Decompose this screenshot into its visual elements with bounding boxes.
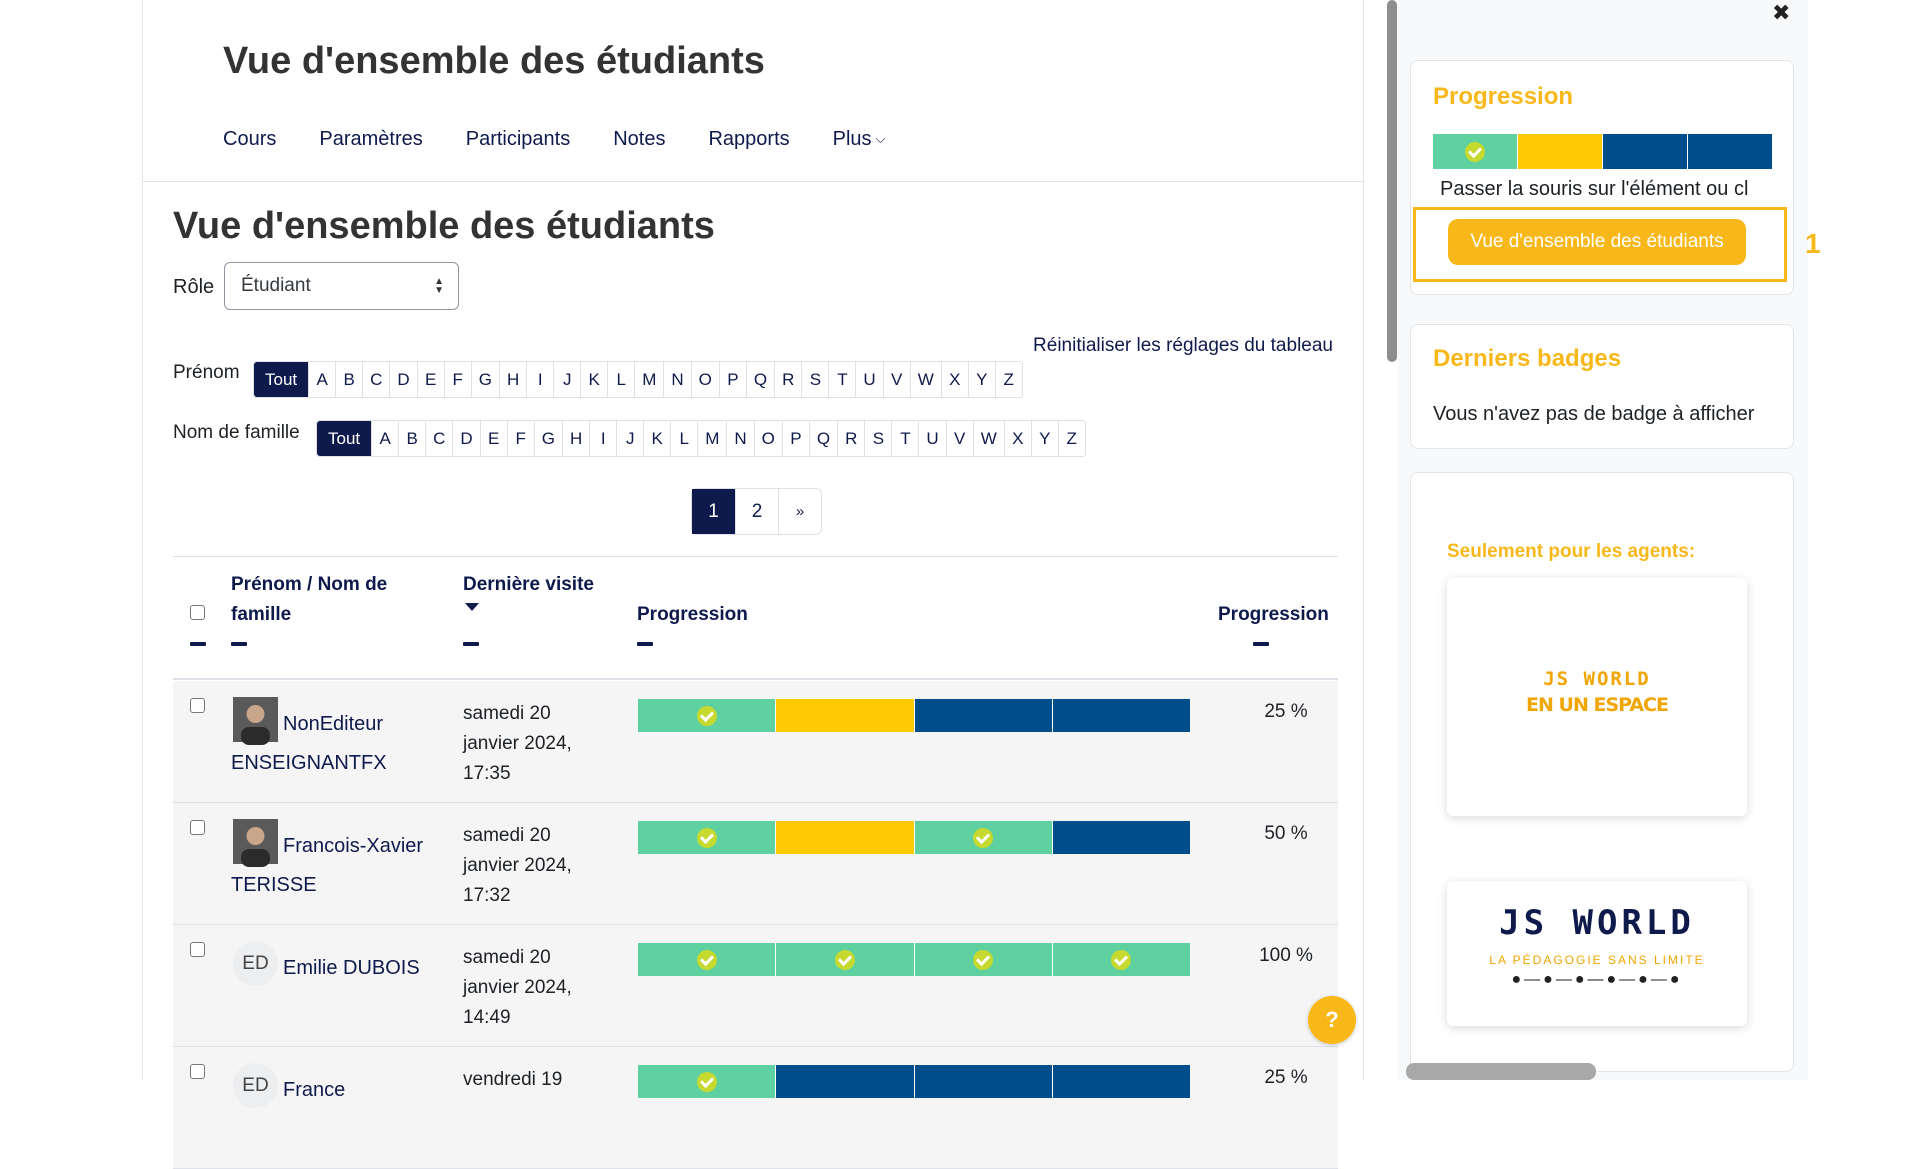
jsworld-logo-card-1[interactable] (1447, 578, 1747, 816)
firstname-letter-l[interactable]: L (607, 362, 634, 397)
badges-block (1410, 324, 1794, 449)
firstname-letter-s[interactable]: S (801, 362, 828, 397)
progress-bar (638, 821, 1190, 854)
last-visit: samedi 20 janvier 2024, 17:35 (463, 703, 572, 784)
firstname-letter-h[interactable]: H (499, 362, 526, 397)
progress-bar (638, 943, 1190, 976)
progress-bar (638, 699, 1190, 732)
sort-desc-icon[interactable] (465, 603, 479, 611)
lastname-letter-x[interactable]: X (1004, 421, 1031, 456)
progress-segment[interactable] (638, 821, 775, 854)
table-header-border (173, 678, 1338, 680)
progress-segment[interactable] (914, 1065, 1052, 1098)
firstname-letter-o[interactable]: O (691, 362, 719, 397)
select-all-checkbox[interactable] (190, 605, 205, 620)
logo2-tagline: LA PÉDAGOGIE SANS LIMITE (1489, 953, 1705, 967)
course-nav (223, 128, 928, 151)
progress-segment[interactable] (638, 1065, 775, 1098)
agents-block-title: Seulement pour les agents: (1447, 541, 1696, 562)
lastname-letter-p[interactable]: P (782, 421, 809, 456)
pagination (691, 488, 822, 535)
firstname-letter-k[interactable]: K (580, 362, 607, 397)
collapse-icon[interactable] (463, 642, 479, 646)
progress-segment[interactable] (1433, 134, 1517, 169)
sports-pictograms-icon: ●—●—●—●—●—● (1511, 971, 1683, 988)
last-visit: samedi 20 janvier 2024, 17:32 (463, 825, 572, 906)
firstname-letter-u[interactable]: U (855, 362, 882, 397)
collapse-icon[interactable] (637, 642, 653, 646)
progress-percent: 100 % (1259, 945, 1313, 966)
check-icon (697, 706, 717, 726)
progress-segment[interactable] (1052, 943, 1190, 976)
progress-segment[interactable] (914, 821, 1052, 854)
help-button[interactable]: ? (1308, 996, 1356, 1044)
firstname-letter-b[interactable]: B (335, 362, 362, 397)
progress-segment[interactable] (775, 699, 913, 732)
progress-segment[interactable] (914, 943, 1052, 976)
row-checkbox[interactable] (190, 698, 205, 713)
lastname-letter-l[interactable]: L (670, 421, 697, 456)
students-overview-button[interactable]: Vue d'ensemble des étudiants (1448, 219, 1746, 265)
collapse-icon[interactable] (231, 642, 247, 646)
progress-segment[interactable] (914, 699, 1052, 732)
firstname-letter-r[interactable]: R (774, 362, 801, 397)
page-title: Vue d'ensemble des étudiants (223, 40, 765, 82)
role-select[interactable] (224, 262, 459, 310)
progress-segment[interactable] (638, 699, 775, 732)
avatar[interactable]: ED (233, 941, 278, 986)
header-progress-pct[interactable]: Progression (1218, 604, 1329, 625)
firstname-letter-d[interactable]: D (389, 362, 416, 397)
nav-cours[interactable]: Cours (223, 128, 277, 150)
lastname-letter-i[interactable]: I (589, 421, 616, 456)
student-name-link[interactable]: NonEditeur ENSEIGNANTFX (231, 713, 387, 774)
table-row (173, 681, 1338, 803)
student-name-link[interactable]: France (283, 1079, 346, 1101)
firstname-letter-i[interactable]: I (526, 362, 553, 397)
lastname-all[interactable]: Tout (317, 421, 371, 456)
progress-mini-bar[interactable] (1433, 134, 1772, 169)
page-1[interactable]: 1 (692, 489, 735, 534)
firstname-letter-t[interactable]: T (828, 362, 855, 397)
lastname-letter-y[interactable]: Y (1031, 421, 1058, 456)
firstname-letter-e[interactable]: E (417, 362, 444, 397)
lastname-letter-g[interactable]: G (534, 421, 562, 456)
badges-empty-text: Vous n'avez pas de badge à afficher (1433, 403, 1755, 425)
lastname-letter-s[interactable]: S (864, 421, 891, 456)
badges-block-title: Derniers badges (1433, 345, 1622, 372)
logo-line-2: EN UN ESPACE (1526, 694, 1668, 716)
row-checkbox[interactable] (190, 1064, 205, 1079)
avatar[interactable]: ED (233, 1063, 278, 1108)
nav-plus-label: Plus (832, 128, 872, 150)
nav-divider (143, 181, 1363, 182)
select-arrows-icon: ▲ ▼ (434, 276, 444, 296)
lastname-letter-d[interactable]: D (452, 421, 479, 456)
progress-percent: 25 % (1264, 701, 1308, 722)
lastname-letter-t[interactable]: T (891, 421, 918, 456)
firstname-letter-z[interactable]: Z (995, 362, 1022, 397)
lastname-letter-e[interactable]: E (480, 421, 507, 456)
table-top-border (173, 556, 1338, 557)
main-panel (142, 0, 1364, 1101)
lastname-letter-h[interactable]: H (562, 421, 589, 456)
lastname-letter-o[interactable]: O (754, 421, 782, 456)
header-progress-bar[interactable]: Progression (637, 604, 748, 625)
firstname-letter-p[interactable]: P (719, 362, 746, 397)
progress-segment[interactable] (775, 821, 913, 854)
close-icon[interactable]: ✖ (1772, 0, 1791, 25)
progress-block-title: Progression (1433, 83, 1574, 110)
lastname-letter-z[interactable]: Z (1058, 421, 1085, 456)
collapse-icon[interactable] (1253, 642, 1269, 646)
progress-segment[interactable] (638, 943, 775, 976)
reset-table-link[interactable]: Réinitialiser les réglages du tableau (1033, 335, 1333, 356)
firstname-letter-filter (253, 361, 1023, 398)
lastname-letter-c[interactable]: C (425, 421, 452, 456)
check-icon (697, 1072, 717, 1092)
last-visit: vendredi 19 (463, 1069, 563, 1090)
logo-line-1: JS WORLD (1543, 668, 1651, 690)
firstname-letter-g[interactable]: G (471, 362, 499, 397)
header-name[interactable]: Prénom / Nom de famille (231, 574, 388, 625)
progress-segment[interactable] (1052, 699, 1190, 732)
lastname-letter-q[interactable]: Q (809, 421, 837, 456)
collapse-icon[interactable] (190, 642, 206, 646)
page-next[interactable]: » (778, 489, 821, 534)
firstname-letter-w[interactable]: W (910, 362, 941, 397)
firstname-letter-x[interactable]: X (941, 362, 968, 397)
step-number: 1 (1805, 228, 1821, 259)
progress-bar (638, 1065, 1190, 1098)
page-2[interactable]: 2 (735, 489, 778, 534)
logo2-title: JS WORLD (1499, 903, 1695, 943)
lastname-filter-label: Nom de famille (173, 422, 300, 443)
chevron-down-icon: ⌵ (875, 131, 886, 146)
check-icon (697, 828, 717, 848)
lastname-letter-j[interactable]: J (616, 421, 643, 456)
progress-segment[interactable] (775, 1065, 913, 1098)
check-icon (973, 828, 993, 848)
check-icon (1465, 142, 1485, 162)
progress-percent: 50 % (1264, 823, 1308, 844)
lastname-letter-m[interactable]: M (697, 421, 726, 456)
nav-participants[interactable]: Participants (465, 128, 571, 150)
check-icon (973, 950, 993, 970)
nav-notes[interactable]: Notes (613, 128, 666, 150)
progress-percent: 25 % (1264, 1067, 1308, 1088)
lastname-letter-r[interactable]: R (837, 421, 864, 456)
student-name-link[interactable]: Emilie DUBOIS (283, 957, 420, 979)
lastname-letter-v[interactable]: V (946, 421, 973, 456)
nav-parametres[interactable]: Paramètres (319, 128, 423, 150)
jsworld-logo-card-2[interactable] (1447, 881, 1747, 1026)
firstname-letter-a[interactable]: A (308, 362, 335, 397)
firstname-letter-v[interactable]: V (883, 362, 910, 397)
firstname-all[interactable]: Tout (254, 362, 308, 397)
table-row (173, 1047, 1338, 1169)
role-select-value: Étudiant (241, 275, 311, 296)
progress-segment[interactable] (775, 943, 913, 976)
progress-segment[interactable] (1687, 134, 1772, 169)
horizontal-scrollbar[interactable] (1406, 1063, 1596, 1080)
last-visit: samedi 20 janvier 2024, 14:49 (463, 947, 572, 1028)
lastname-letter-n[interactable]: N (726, 421, 753, 456)
role-label: Rôle (173, 276, 215, 298)
row-checkbox[interactable] (190, 820, 205, 835)
lastname-letter-f[interactable]: F (507, 421, 534, 456)
progress-segment[interactable] (1052, 821, 1190, 854)
vertical-scrollbar[interactable] (1387, 0, 1397, 362)
progress-segment[interactable] (1052, 1065, 1190, 1098)
lastname-letter-a[interactable]: A (371, 421, 398, 456)
nav-rapports[interactable]: Rapports (708, 128, 790, 150)
check-icon (697, 950, 717, 970)
table-row (173, 803, 1338, 925)
lastname-letter-filter (316, 420, 1086, 457)
firstname-letter-j[interactable]: J (553, 362, 580, 397)
firstname-letter-m[interactable]: M (634, 362, 663, 397)
firstname-letter-f[interactable]: F (444, 362, 471, 397)
progress-segment[interactable] (1602, 134, 1687, 169)
check-icon (835, 950, 855, 970)
row-checkbox[interactable] (190, 942, 205, 957)
progress-hint-text: Passer la souris sur l'élément ou cl (1440, 178, 1749, 200)
firstname-letter-n[interactable]: N (663, 362, 690, 397)
nav-plus[interactable] (833, 128, 886, 151)
firstname-letter-y[interactable]: Y (968, 362, 995, 397)
lastname-letter-b[interactable]: B (398, 421, 425, 456)
lastname-letter-u[interactable]: U (918, 421, 945, 456)
firstname-letter-c[interactable]: C (362, 362, 389, 397)
firstname-letter-q[interactable]: Q (746, 362, 774, 397)
firstname-filter-label: Prénom (173, 362, 240, 383)
student-name-link[interactable]: Francois-Xavier TERISSE (231, 835, 424, 896)
progress-segment[interactable] (1517, 134, 1602, 169)
lastname-letter-k[interactable]: K (643, 421, 670, 456)
header-last-visit[interactable]: Dernière visite (463, 574, 594, 595)
check-icon (1111, 950, 1131, 970)
table-row (173, 925, 1338, 1047)
section-title: Vue d'ensemble des étudiants (173, 205, 715, 247)
lastname-letter-w[interactable]: W (973, 421, 1004, 456)
